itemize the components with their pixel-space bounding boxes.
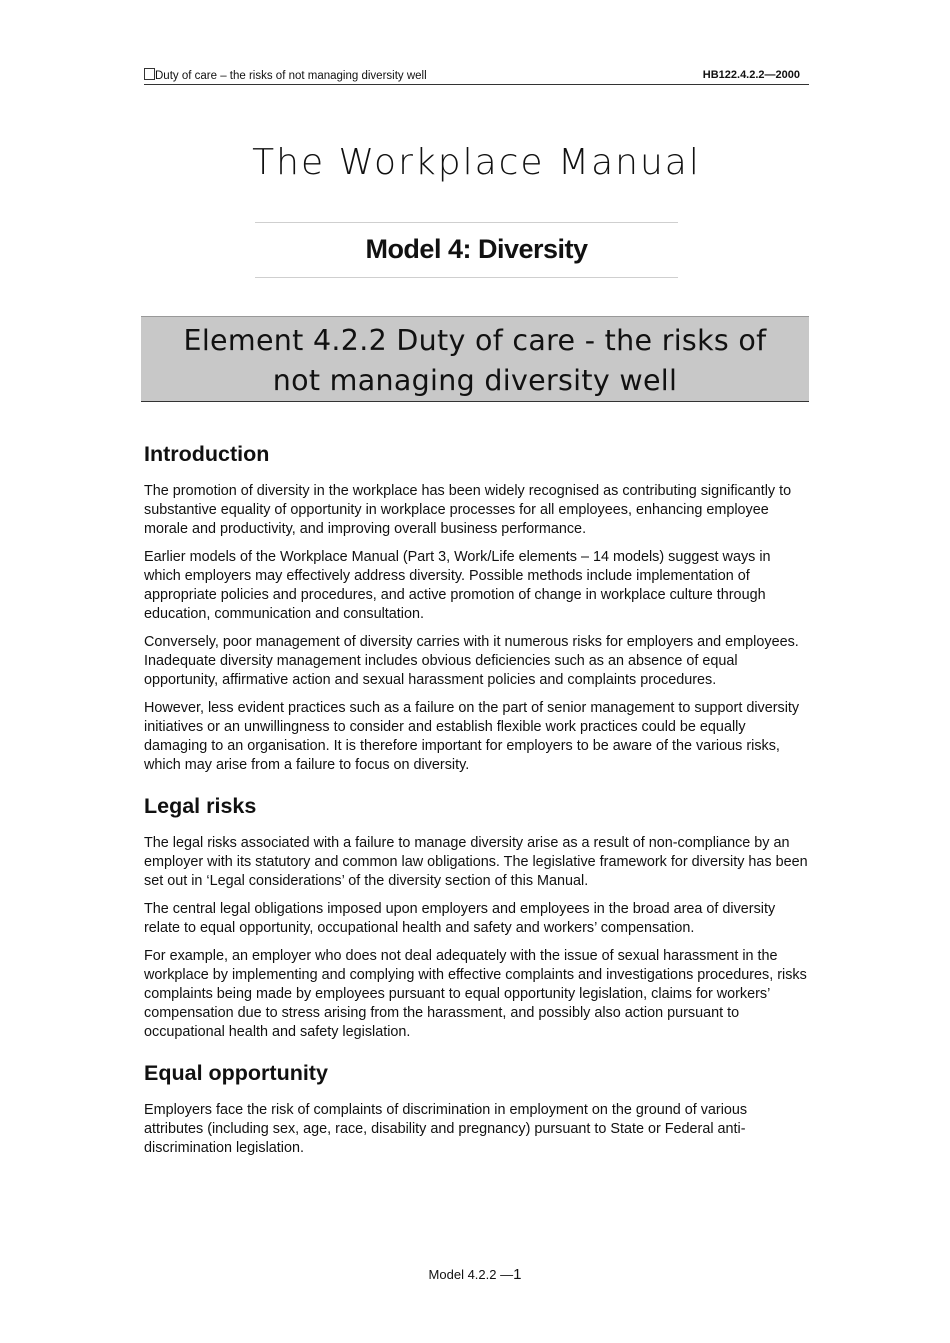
model-title: Model 4: Diversity (365, 234, 588, 264)
element-title-box (141, 316, 809, 402)
title-rule-bottom (255, 277, 678, 278)
header-doc-code: HB122.4.2.2—2000 (702, 69, 800, 81)
section-legal-risks (144, 792, 809, 1042)
section-heading: Legal risks (144, 794, 257, 818)
body-content (144, 440, 809, 1167)
section-introduction (144, 440, 809, 775)
footer-label: Model 4.2.2 — (428, 1267, 514, 1282)
title-rule-top (255, 222, 678, 223)
section-heading: Introduction (144, 442, 270, 466)
manual-title: The Workplace Manual (252, 142, 701, 183)
paragraph: Earlier models of the Workplace Manual (Part 3, Work/Life elements – 14 models) suggest ways in which employers may effectively address diversity. Possible methods include implementation of appropriate policies and procedures, and active promotion of change in workplace culture through education, communication and consultation. (144, 549, 771, 622)
page-number: 1 (513, 1266, 522, 1283)
element-title-line-2: not managing diversity well (272, 364, 678, 397)
paragraph: For example, an employer who does not deal adequately with the issue of sexual harassment in the workplace by implementing and complying with effective complaints and investigations procedures, risks complaints being made by employees pursuant to equal opportunity legislation, claims for workers’ compensation due to stress arising from the harassment, and possibly also action pursuant to occupational health and safety legislation. (144, 948, 807, 1040)
paragraph: The central legal obligations imposed upon employers and employees in the broad area of diversity relate to equal opportunity, occupational health and safety and workers’ compensation. (144, 901, 776, 936)
section-equal-opportunity (144, 1059, 809, 1158)
section-heading: Equal opportunity (144, 1061, 328, 1085)
header-left-text: Duty of care – the risks of not managing diversity well (155, 70, 427, 82)
running-header (144, 68, 809, 85)
paragraph: The promotion of diversity in the workplace has been widely recognised as contributing significantly to substantive equality of opportunity in workplace processes for all employees, enhancing employee morale and productivity, and improving overall business performance. (144, 483, 792, 537)
page-footer (0, 1266, 950, 1283)
paragraph: The legal risks associated with a failure to manage diversity arise as a result of non-compliance by an employer with its statutory and common law obligations. The legislative framework for diversity has been set out in ‘Legal considerations’ of the diversity section of this Manual. (144, 835, 808, 889)
element-title-line-1: Element 4.2.2 Duty of care - the risks of (183, 324, 767, 357)
header-left (144, 68, 427, 83)
paragraph: Conversely, poor management of diversity carries with it numerous risks for employers and employees. Inadequate diversity management includes obvious deficiencies such as an absence of equal opportunity, affirmative action and sexual harassment policies and complaints procedures. (144, 634, 799, 688)
paragraph: However, less evident practices such as a failure on the part of senior management to support diversity initiatives or an unwillingness to consider and establish flexible work practices could be equally damaging to an organisation. It is therefore important for employers to be aware of the various risks, which may arise from a failure to focus on diversity. (144, 700, 800, 773)
checkbox-glyph-icon (144, 68, 155, 80)
paragraph: Employers face the risk of complaints of discrimination in employment on the ground of various attributes (including sex, age, race, disability and pregnancy) pursuant to State or Federal anti-discrimination legislation. (144, 1102, 748, 1156)
